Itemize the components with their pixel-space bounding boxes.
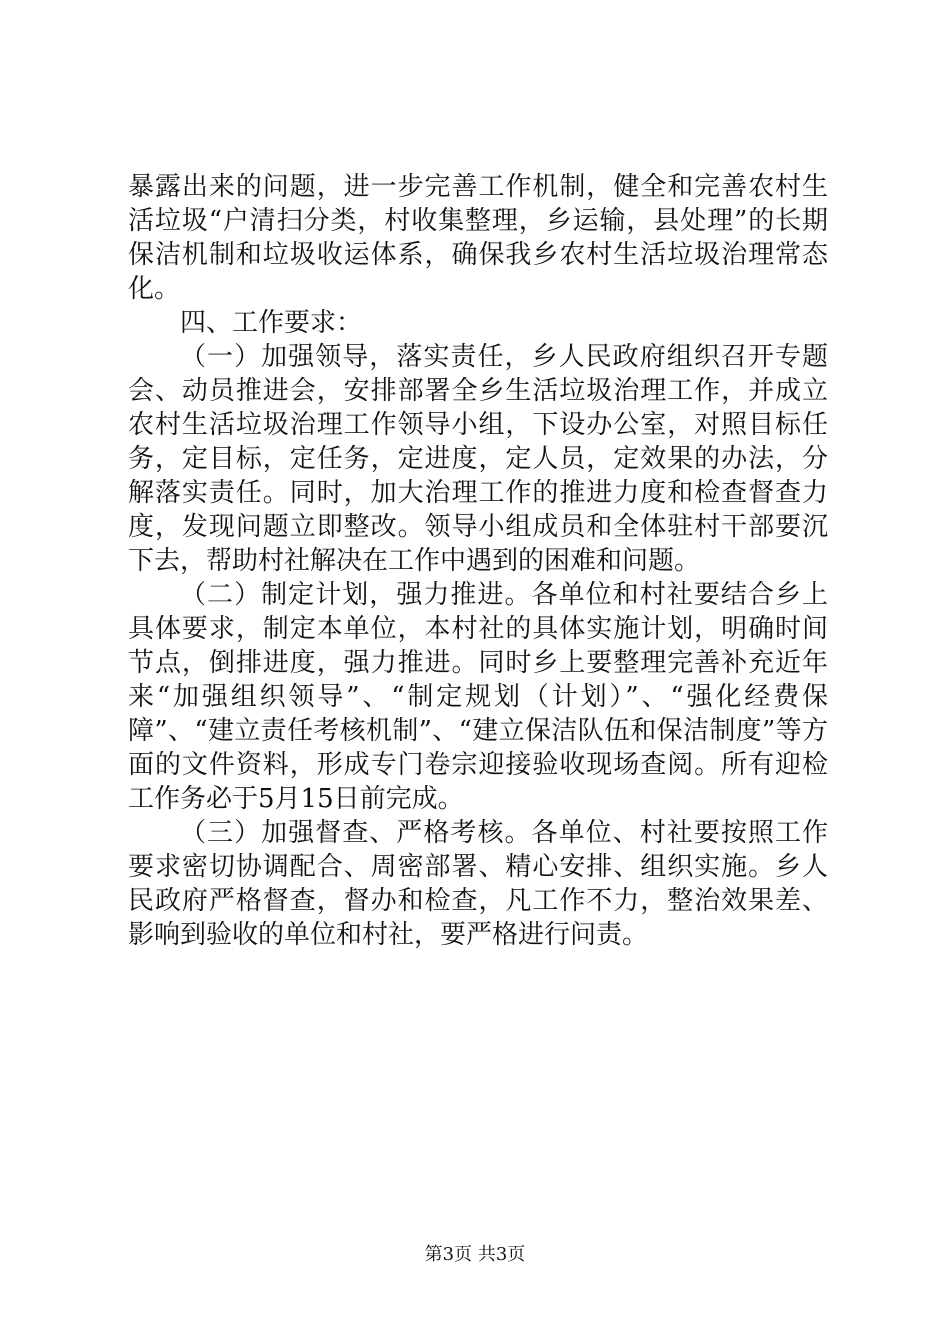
paragraph-requirement-3: （三）加强督查、严格考核。各单位、村社要按照工作要求密切协调配合、周密部署、精心安排、组织实施。乡人民政府严格督查，督办和检查，凡工作不力，整治效果差、影响到验收的单位和村社，要严格进行问责。 <box>128 818 828 950</box>
page-number-footer: 第3页 共3页 <box>424 1244 526 1265</box>
document-body <box>128 170 828 952</box>
section-heading-work-requirements: 四、工作要求： <box>180 308 363 338</box>
paragraph-requirement-2: （二）制定计划，强力推进。各单位和村社要结合乡上具体要求，制定本单位，本村社的具体实施计划，明确时间节点，倒排进度，强力推进。同时乡上要整理完善补充近年来“加强组织领导”、“制定规划（计划）”、“强化经费保障”、“建立责任考核机制”、“建立保洁队伍和保洁制度”等方面的文件资料，形成专门卷宗迎接验收现场查阅。所有迎检工作务必于5月15日前完成。 <box>128 580 828 814</box>
paragraph-requirement-1: （一）加强领导，落实责任，乡人民政府组织召开专题会、动员推进会，安排部署全乡生活垃圾治理工作，并成立农村生活垃圾治理工作领导小组，下设办公室，对照目标任务，定目标，定任务，定进度，定人员，定效果的办法，分解落实责任。同时，加大治理工作的推进力度和检查督查力度，发现问题立即整改。领导小组成员和全体驻村干部要沉下去，帮助村社解决在工作中遇到的困难和问题。 <box>128 342 828 576</box>
paragraph-continuation: 暴露出来的问题，进一步完善工作机制，健全和完善农村生活垃圾“户清扫分类，村收集整理，乡运输，县处理”的长期保洁机制和垃圾收运体系，确保我乡农村生活垃圾治理常态化。 <box>128 172 828 304</box>
